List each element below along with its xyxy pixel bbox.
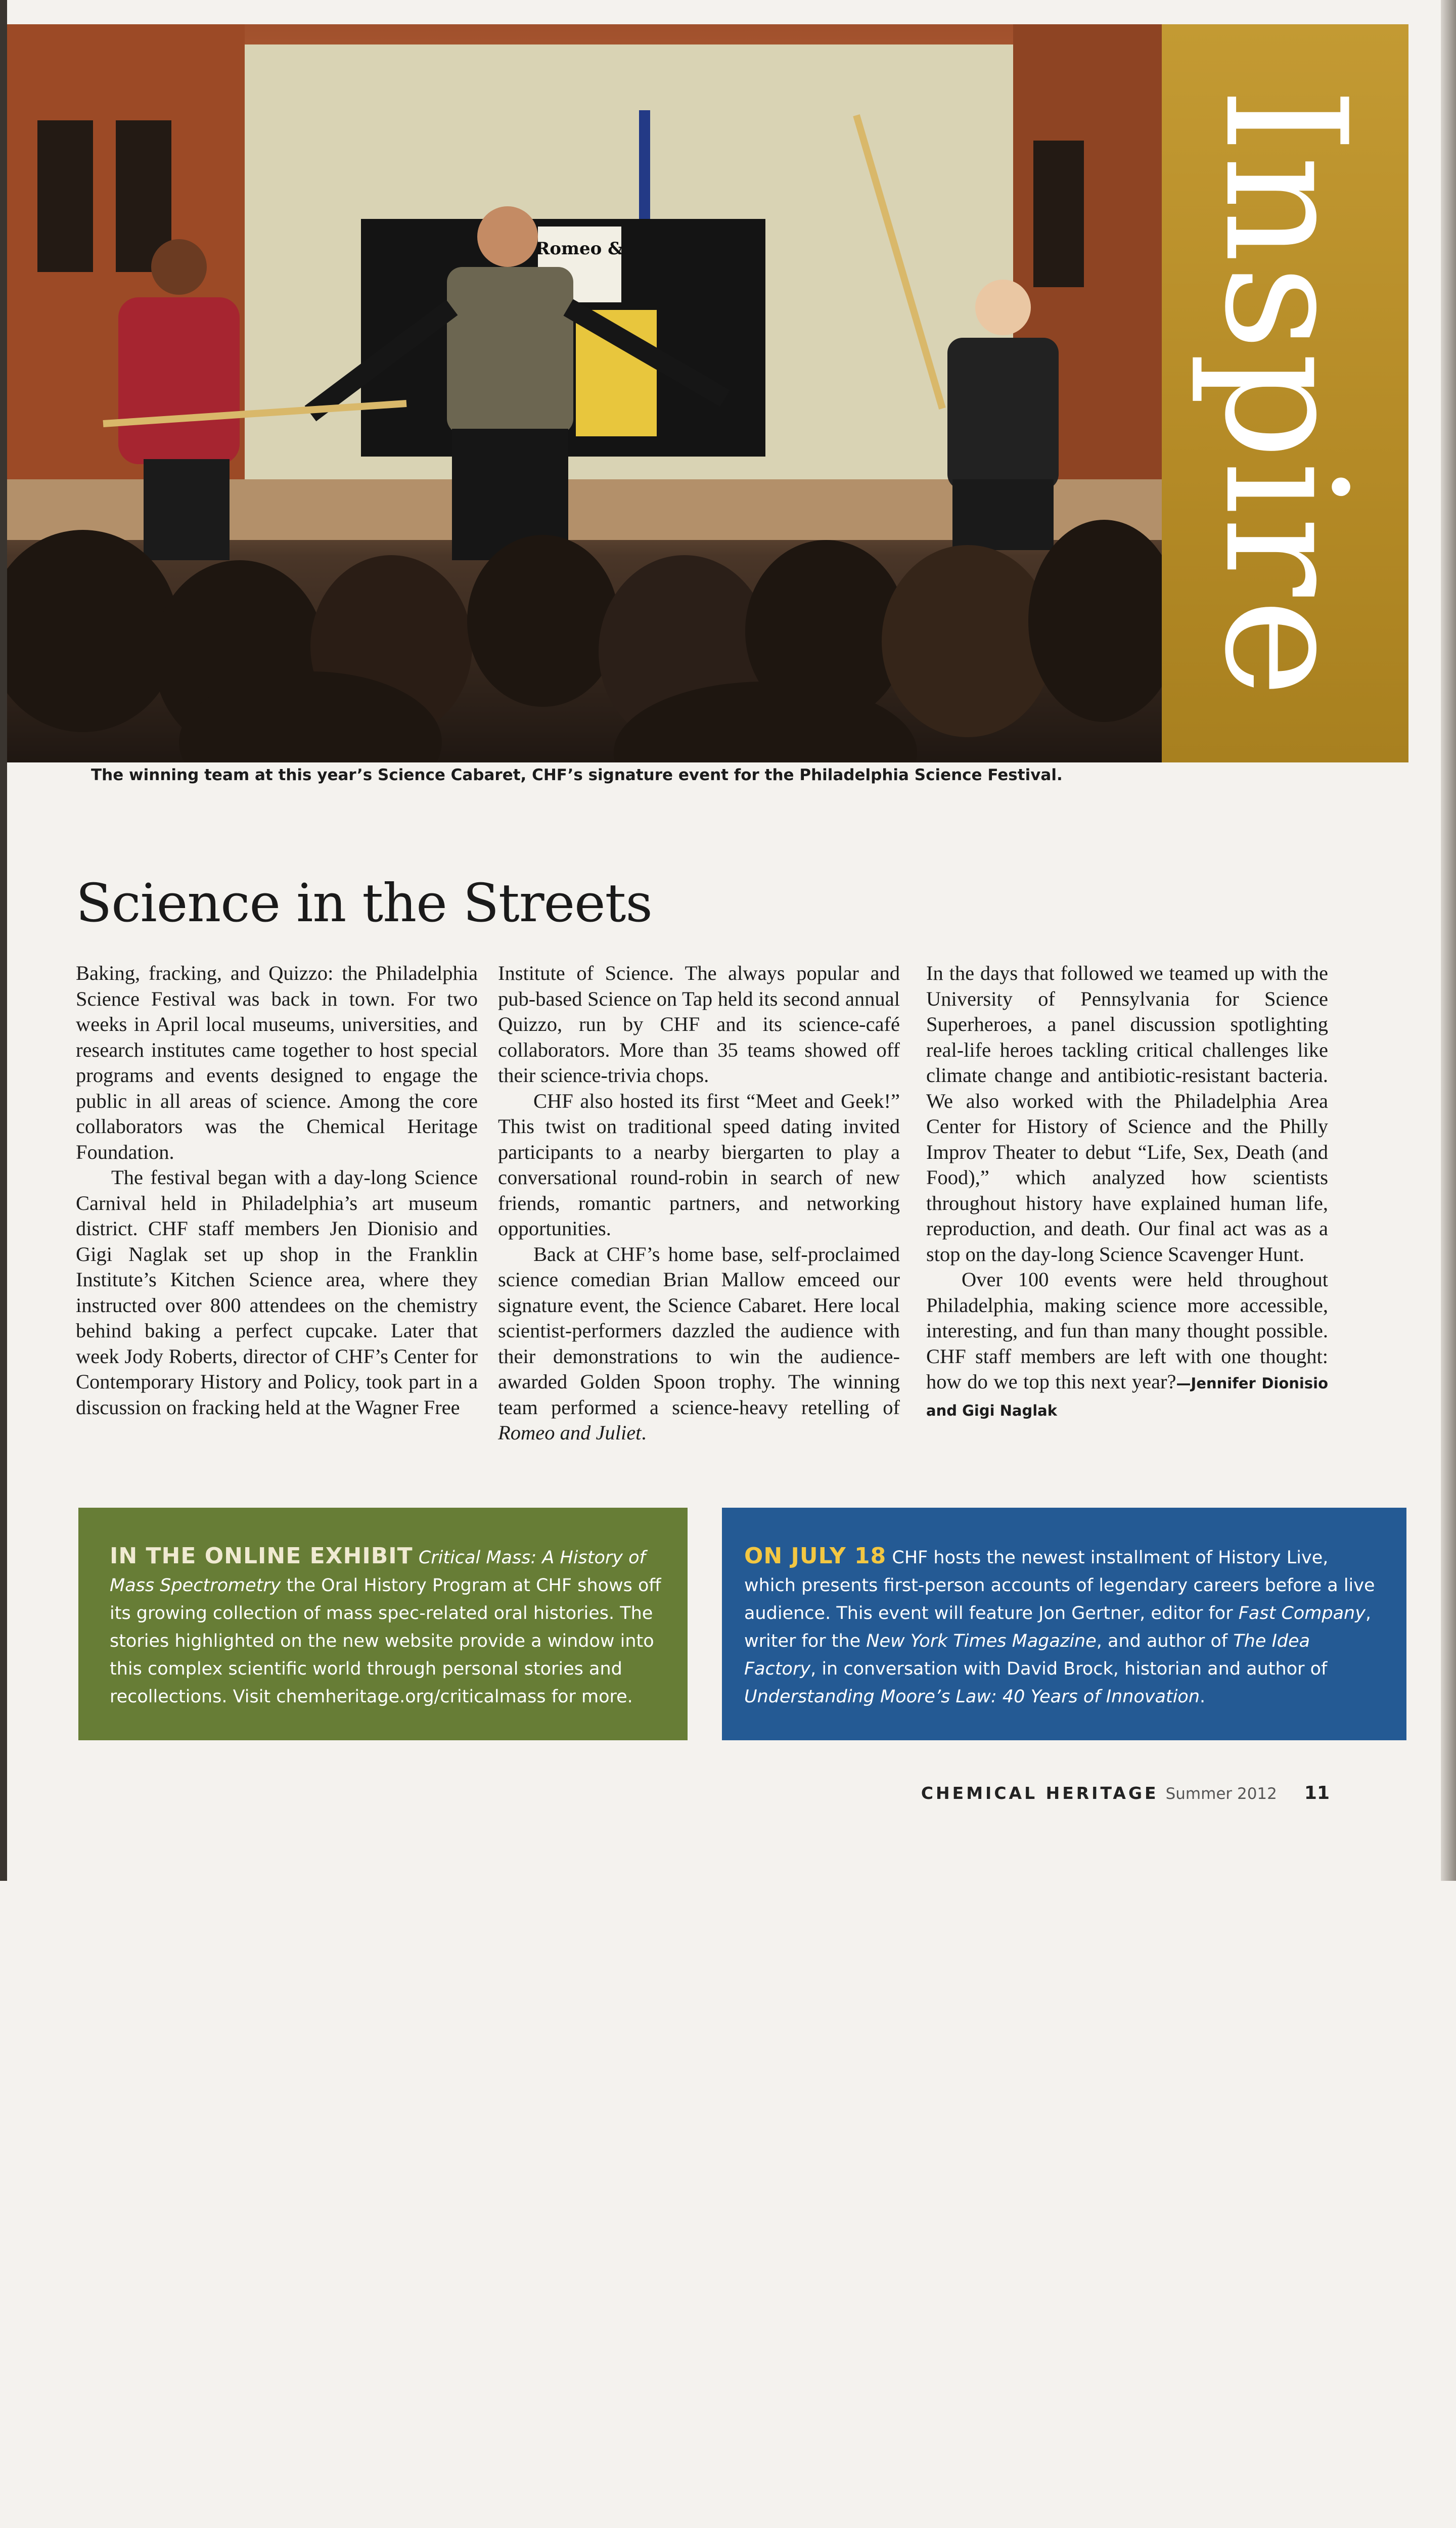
article-headline: Science in the Streets: [76, 872, 652, 934]
page-number: 11: [1304, 1783, 1330, 1803]
exhibit-title: Critical Mass: A History of Mass Spectrometry: [110, 1548, 646, 1596]
book-title: Understanding Moore’s Law: 40 Years of Innovation: [744, 1687, 1200, 1707]
callout-lead: ON JULY 18: [744, 1543, 887, 1569]
callout-text: , in conversation with David Brock, historian and author of: [810, 1659, 1328, 1679]
article-column-2: [498, 961, 900, 1446]
publication-title: New York Times Magazine: [866, 1631, 1097, 1651]
photo-caption: The winning team at this year’s Science Cabaret, CHF’s signature event for the Philadelphia Science Festival.: [91, 766, 1063, 784]
paragraph: [926, 1267, 1328, 1423]
paragraph: Baking, fracking, and Quizzo: the Philadelphia Science Festival was back in town. For two weeks in April local museums, universities, and research institutes came together to host special programs and events designed to engage the public in all areas of science. Among the core collaborators was the Chemical Heritage Foundation.: [76, 962, 478, 1163]
callout-text: the Oral History Program at CHF shows off its growing collection of mass spec-related oral histories. The stories highlighted on the new website provide a window into this complex scientific world through personal stories and recollections. Visit chemheritage.org/criticalmass for more.: [110, 1575, 661, 1707]
magazine-name: CHEMICAL HERITAGE: [921, 1783, 1159, 1803]
photo-credit-wrap: [15, 1633, 35, 1634]
issue-date: Summer 2012: [1165, 1785, 1277, 1803]
stage-photo: [7, 24, 1162, 762]
callout-text: , and author of: [1096, 1631, 1228, 1651]
callout-text: CHF hosts the newest installment of History Live, which presents first-person accounts of legendary careers before a live audience. This event will feature Jon Gertner, editor for: [744, 1548, 1375, 1623]
author-byline: —Jennifer Dionisio and Gigi Naglak: [926, 1375, 1328, 1419]
inspire-section-band: [1162, 24, 1408, 762]
romeo-sign-text: Romeo &: [535, 239, 623, 259]
publication-title: Fast Company: [1238, 1603, 1366, 1623]
section-label-inspire: Inspire: [1188, 87, 1382, 700]
paragraph: CHF also hosted its first “Meet and Geek!” This twist on traditional speed dating invited participants to a nearby biergarten to play a conversational round-robin in search of new friends, romantic partners, and networking opportunities.: [498, 1089, 900, 1240]
online-exhibit-callout: [78, 1508, 688, 1740]
history-live-callout: [722, 1508, 1406, 1740]
paragraph: The festival began with a day-long Science Carnival held in Philadelphia’s art museum district. CHF staff members Jen Dionisio and Gigi Naglak set up shop in the Franklin Institute’s Kitchen Science area, where they instructed over 800 attendees on the chemistry behind baking a perfect cupcake. Later that week Jody Roberts, director of CHF’s Center for Contemporary History and Policy, took part in a discussion on fracking held at the Wagner Free: [76, 1166, 478, 1419]
article-column-1: [76, 961, 478, 1420]
callout-text: .: [1200, 1687, 1206, 1707]
paragraph-text: Over 100 events were held throughout Philadelphia, making science more accessible, interesting, and fun than many thought possible. CHF staff members are left with one thought: how do we top this next year?: [926, 1268, 1328, 1393]
page-edge-right: [1441, 0, 1456, 1881]
paragraph-end: .: [641, 1421, 647, 1444]
paragraph: In the days that followed we teamed up with the University of Pennsylvania for Science Superheroes, a panel discussion spotlighting real-life heroes tackling critical challenges like climate change and antibiotic-resistant bacteria. We also worked with the Philadelphia Area Center for History of Science and the Philly Improv Theater to debut “Life, Sex, Death (and Food),” which analyzed how scientists throughout history have explained human life, reproduction, and death. Our final act was as a stop on the day-long Science Scavenger Hunt.: [926, 962, 1328, 1266]
callout-lead: IN THE ONLINE EXHIBIT: [110, 1543, 413, 1569]
book-title: The Idea Factory: [744, 1631, 1310, 1679]
page-footer: [921, 1783, 1330, 1803]
stage-photo-illustration: [7, 24, 1162, 762]
paragraph: [498, 1242, 900, 1446]
callout-text: , writer for the: [744, 1603, 1372, 1651]
paragraph-text: Back at CHF’s home base, self-proclaimed science comedian Brian Mallow emceed our signature event, the Science Cabaret. Here local scientist-performers dazzled the audience with their demonstrations to win the audience-awarded Golden Spoon trophy. The winning team performed a science-heavy retelling of: [498, 1242, 900, 1419]
article-column-3: [926, 961, 1328, 1423]
paragraph: Institute of Science. The always popular and pub-based Science on Tap held its second annual Quizzo, run by CHF and its science-café collaborators. More than 35 teams showed off their science-trivia chops.: [498, 962, 900, 1087]
play-title: Romeo and Juliet: [498, 1421, 642, 1444]
page-binding-edge: [0, 0, 7, 1881]
